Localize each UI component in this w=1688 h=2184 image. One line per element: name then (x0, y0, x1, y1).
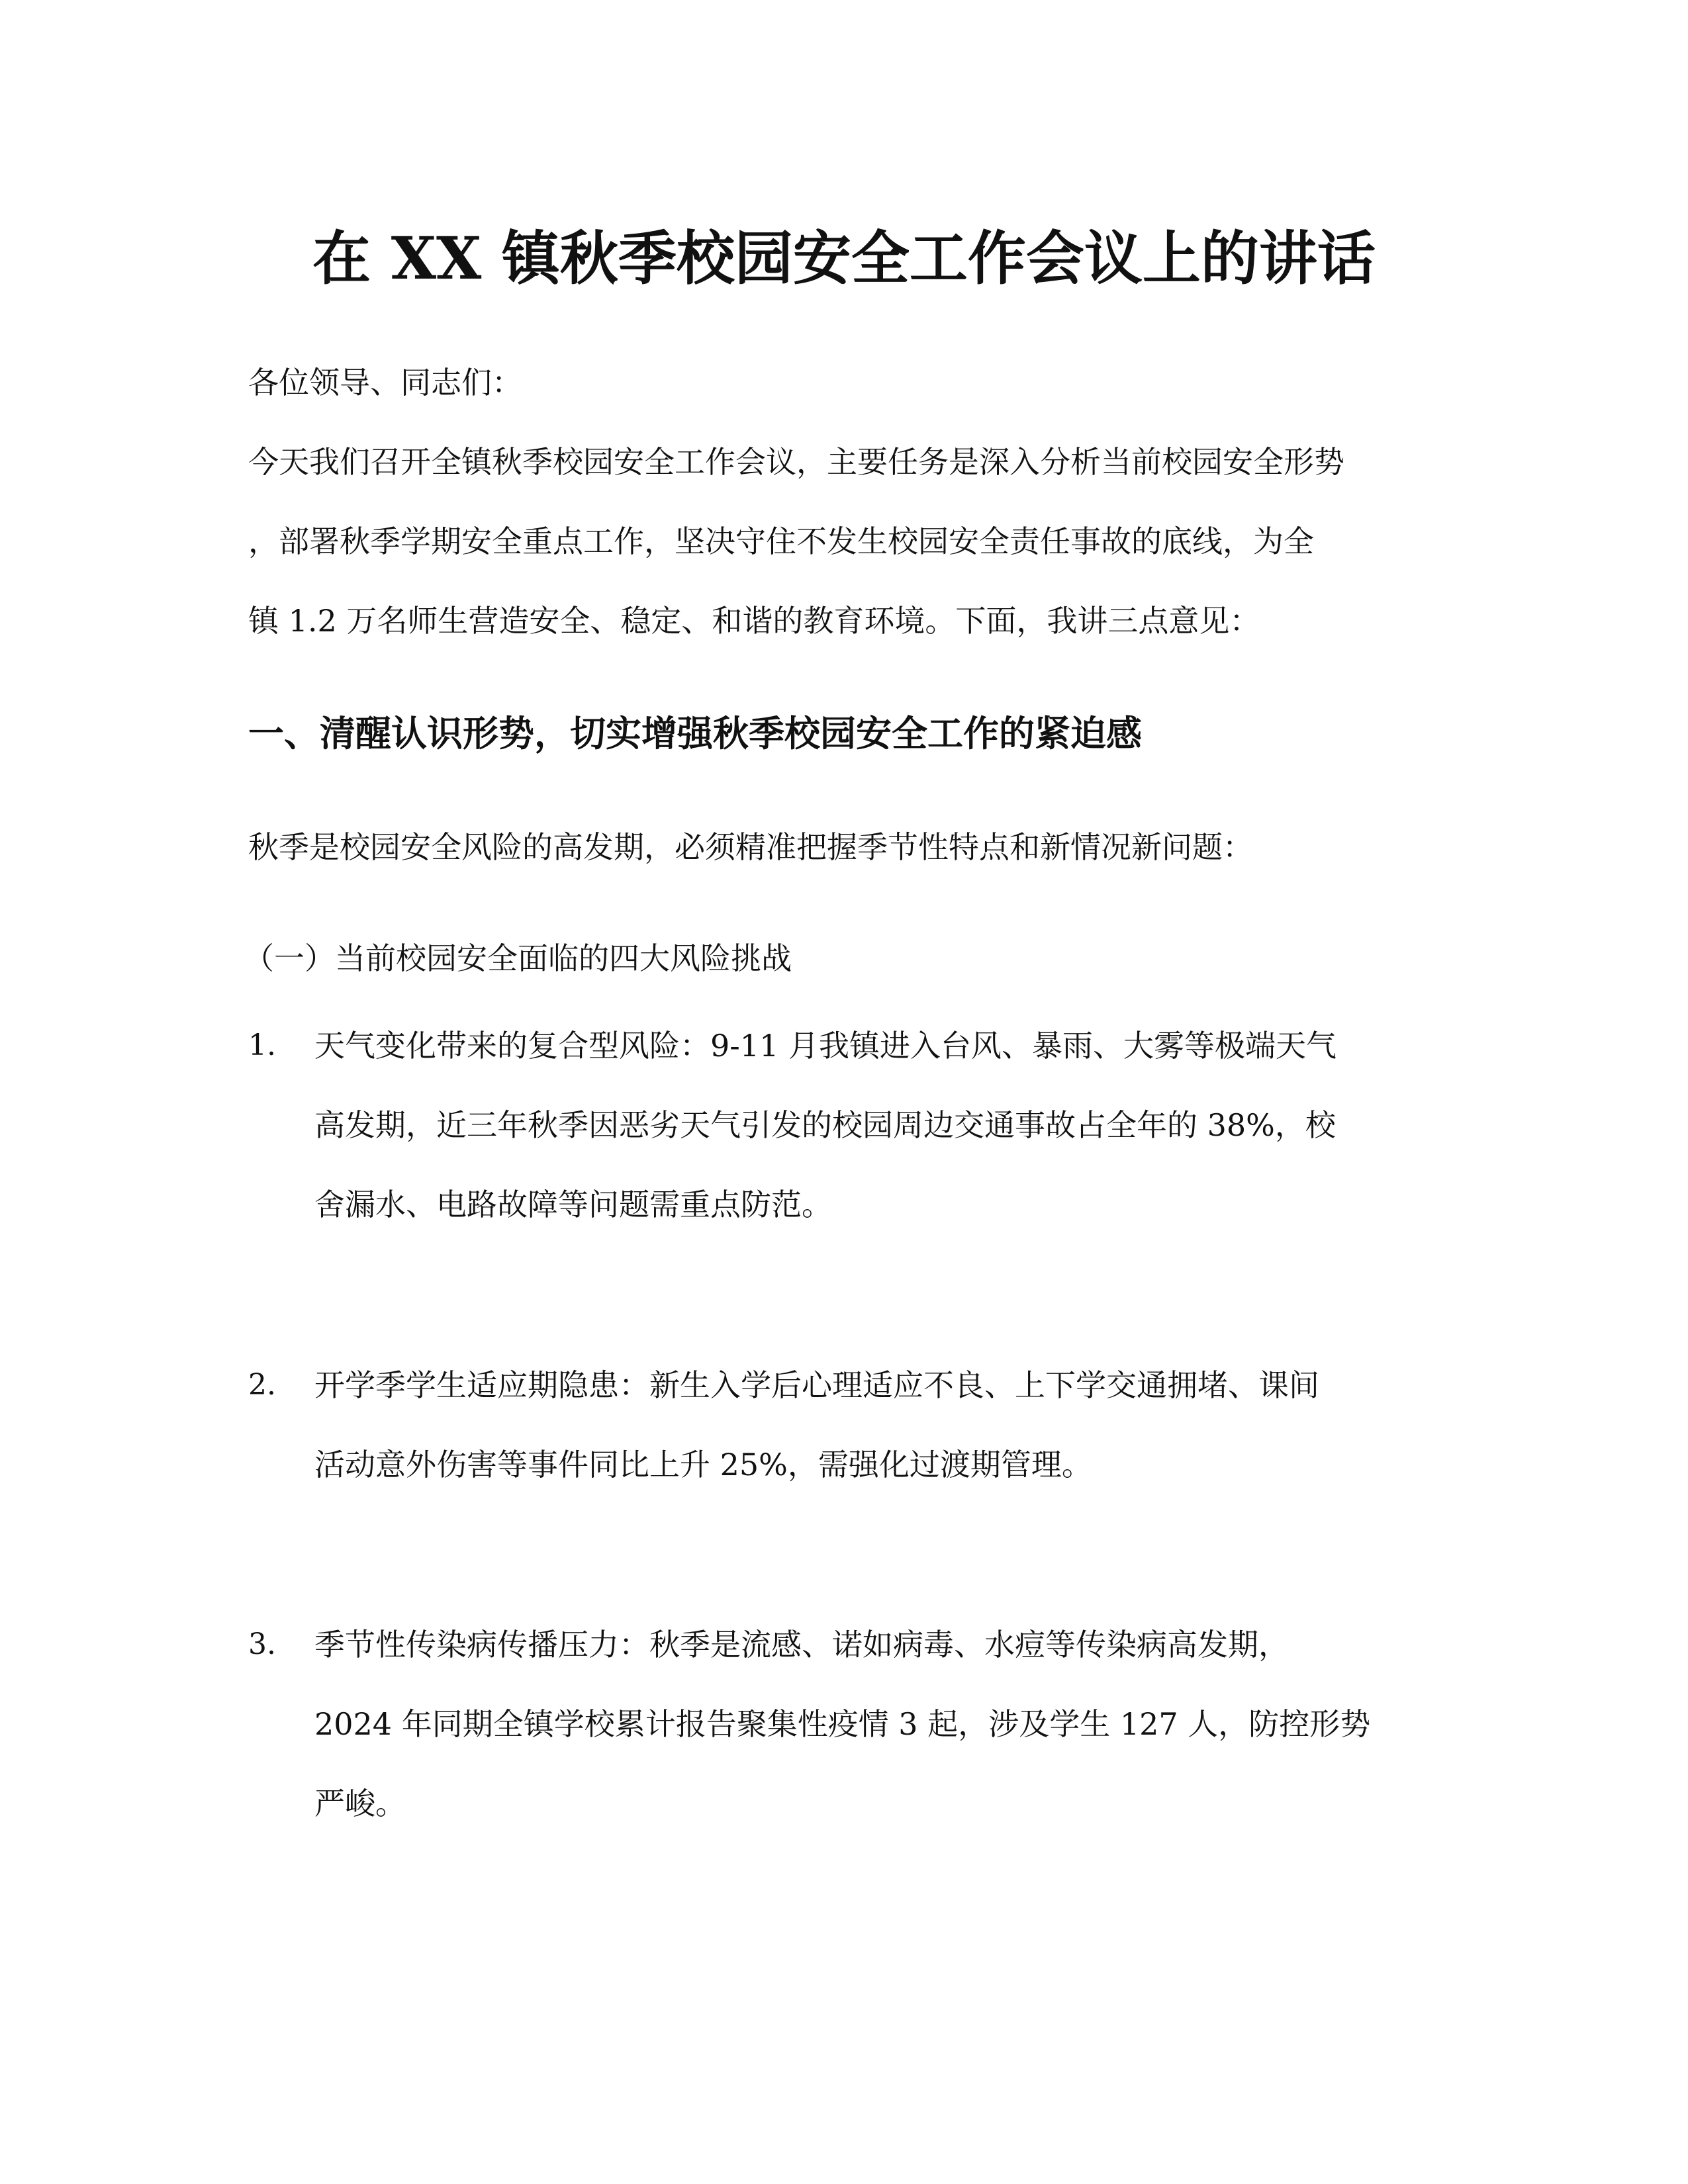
salutation: 各位领导、同志们： (248, 365, 522, 400)
list-item-line: 舍漏水、电路故障等问题需重点防范。 (314, 1187, 832, 1222)
subsection-1-heading: （一）当前校园安全面临的四大风险挑战 (244, 940, 792, 976)
document-title: 在 XX 镇秋季校园安全工作会议上的讲话 (312, 224, 1376, 293)
list-item-line: 严峻。 (314, 1786, 406, 1821)
list-item-line: 高发期，近三年秋季因恶劣天气引发的校园周边交通事故占全年的 38%，校 (314, 1107, 1336, 1143)
list-item-line: 季节性传染病传播压力：秋季是流感、诺如病毒、水痘等传染病高发期， (314, 1627, 1289, 1662)
list-item-number: 2. (248, 1368, 276, 1402)
section-1-heading: 一、清醒认识形势，切实增强秋季校园安全工作的紧迫感 (248, 712, 1142, 754)
list-item-number: 3. (248, 1627, 276, 1661)
section-1-lead: 秋季是校园安全风险的高发期，必须精准把握季节性特点和新情况新问题： (248, 829, 1253, 865)
list-item-line: 活动意外伤害等事件同比上升 25%，需强化过渡期管理。 (314, 1447, 1092, 1482)
list-item-line: 2024 年同期全镇学校累计报告聚集性疫情 3 起，涉及学生 127 人，防控形势 (314, 1706, 1371, 1742)
intro-line-2: ，部署秋季学期安全重点工作，坚决守住不发生校园安全责任事故的底线，为全 (248, 523, 1314, 559)
list-item-line: 开学季学生适应期隐患：新生入学后心理适应不良、上下学交通拥堵、课间 (314, 1367, 1319, 1403)
intro-line-3: 镇 1.2 万名师生营造安全、稳定、和谐的教育环境。下面，我讲三点意见： (248, 603, 1260, 639)
list-item-line: 天气变化带来的复合型风险：9-11 月我镇进入台风、暴雨、大雾等极端天气 (314, 1028, 1336, 1064)
intro-line-1: 今天我们召开全镇秋季校园安全工作会议，主要任务是深入分析当前校园安全形势 (248, 444, 1344, 480)
list-item-number: 1. (248, 1028, 276, 1062)
